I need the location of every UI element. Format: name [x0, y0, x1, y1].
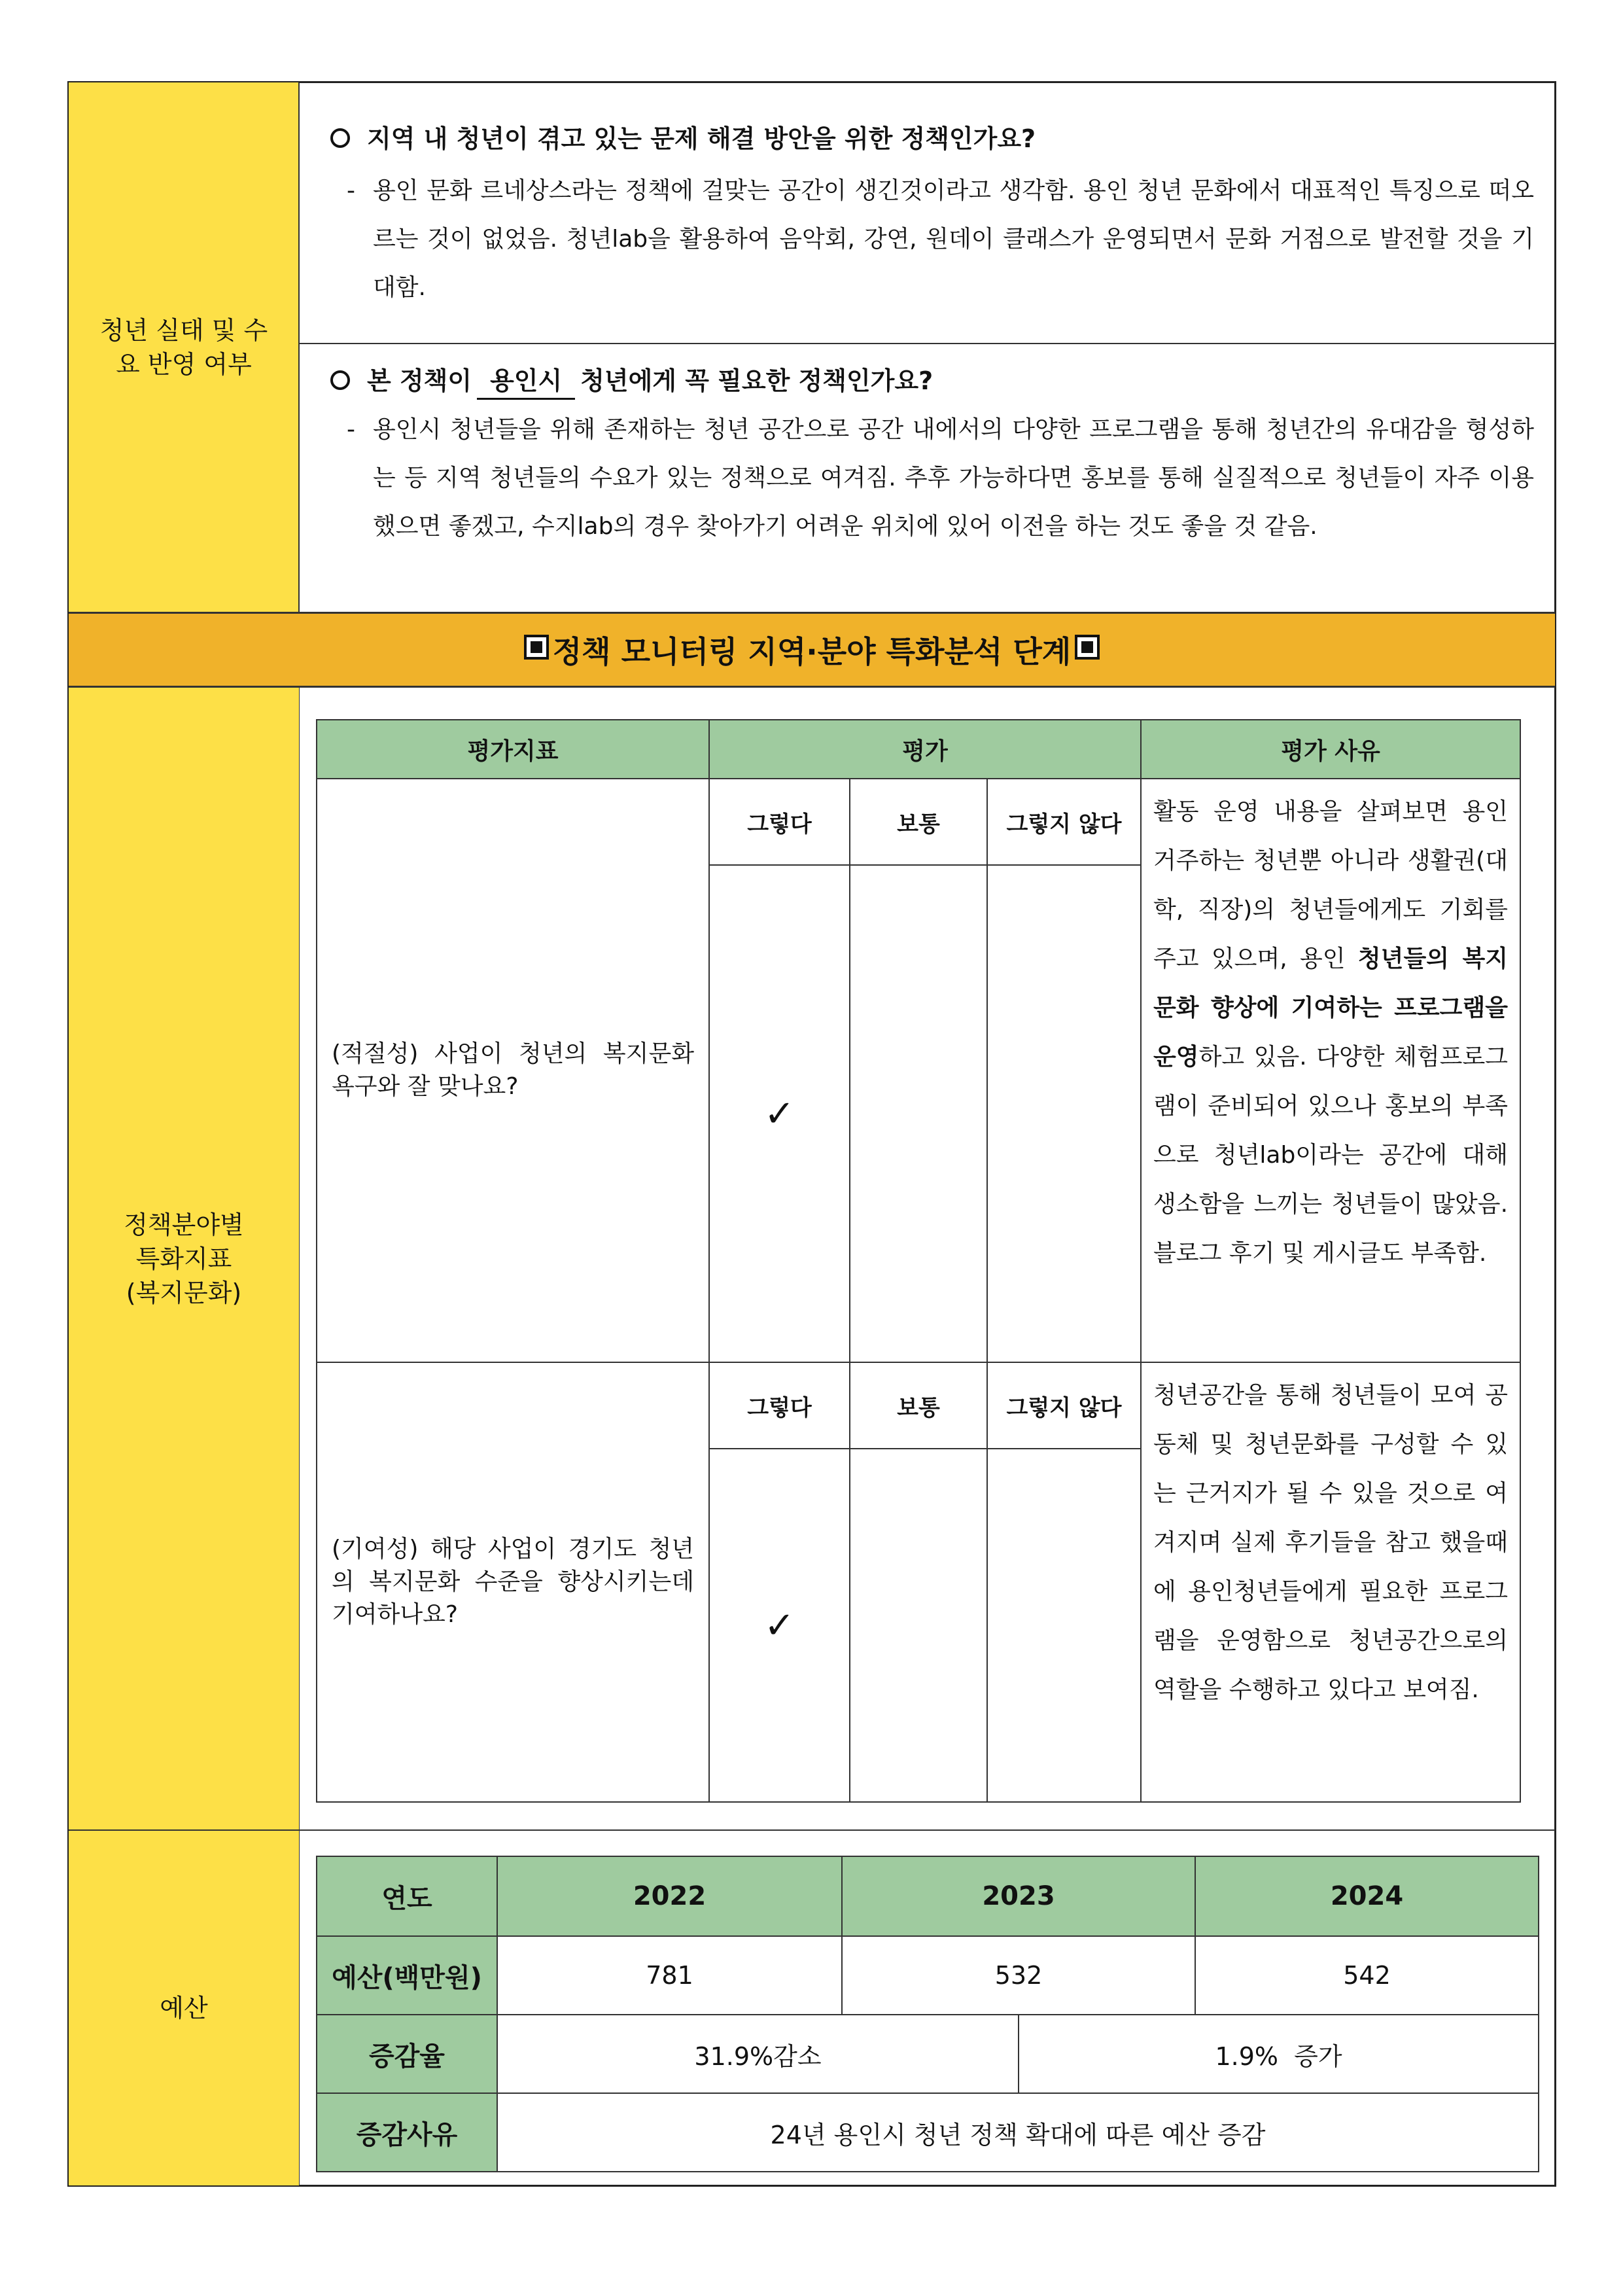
- section1-label-cell: [69, 82, 299, 612]
- question-1: [330, 122, 1508, 156]
- empty-cell: [850, 1449, 987, 1802]
- checkmark-icon: ✓: [709, 1449, 850, 1802]
- reason-1-a: 활동 운영 내용을 살펴보면 용인 거주하는 청년뿐 아니라 생활권(대학, 직장)의 청년들에게도 기회를 주고 있으며, 용인: [1153, 798, 1509, 972]
- section2-label-line3: (복지문화): [126, 1278, 242, 1307]
- budget-change-reason: 24년 용인시 청년 정책 확대에 따른 예산 증감: [497, 2093, 1539, 2172]
- reason-2: [1141, 1362, 1520, 1802]
- year-2022: 2022: [497, 1856, 842, 1936]
- criterion-2: (기여성) 해당 사업이 경기도 청년의 복지문화 수준을 향상시키는데 기여하나요?: [317, 1362, 709, 1802]
- section2-label-line2: 특화지표: [135, 1244, 232, 1273]
- year-2024: 2024: [1195, 1856, 1539, 1936]
- year-2023: 2023: [842, 1856, 1195, 1936]
- checkmark-icon: ✓: [709, 865, 850, 1362]
- answer-1: [347, 167, 1534, 312]
- option-no: 그렇지 않다: [987, 1362, 1141, 1449]
- banner-title: 정책 모니터링 지역·분야 특화분석 단계: [552, 634, 1072, 669]
- header-indicator: 평가지표: [317, 720, 709, 779]
- filled-square-icon: [524, 635, 549, 660]
- option-yes: 그렇다: [709, 779, 850, 865]
- section1-label: 청년 실태 및 수요 반영 여부: [99, 316, 268, 379]
- header-reason: 평가 사유: [1141, 720, 1520, 779]
- section3-label: 예산: [160, 1994, 208, 2022]
- budget-table: [316, 1856, 1539, 2172]
- circle-bullet-icon: [330, 128, 350, 148]
- dash-bullet: -: [347, 177, 355, 204]
- budget-2022: 781: [497, 1936, 842, 2015]
- question-2-prefix: 본 정책이: [367, 366, 472, 395]
- budget-row-label: 예산(백만원): [317, 1936, 497, 2015]
- option-yes: 그렇다: [709, 1362, 850, 1449]
- budget-2023: 532: [842, 1936, 1195, 2015]
- rate-2023: 31.9%감소: [497, 2015, 1019, 2093]
- filled-square-icon: [1075, 635, 1100, 660]
- evaluation-table: [316, 719, 1521, 1803]
- header-evaluation: 평가: [709, 720, 1141, 779]
- answer-2-text: 용인시 청년들을 위해 존재하는 청년 공간으로 공간 내에서의 다양한 프로그램을 통해 청년간의 유대감을 형성하는 등 지역 청년들의 수요가 있는 정책으로 여겨짐. 추후 가능하다면 홍보를 통해 실질적으로 청년들이 자주 이용했으면 좋겠고, 수지lab의 경우 찾아가기 어려운 위치에 있어 이전을 하는 것도 좋을 것 같음.: [373, 416, 1534, 540]
- reason-2-a: 청년공간을 통해 청년들이 모여 공동체 및 청년문화를 구성할 수 있는 근거지가 될 수 있을 것으로 여겨지며 실제 후기들을 참고 했을때에 용인청년들에게 필요한 프로그램을 운영함으로 청년공간으로의 역할을 수행하고 있다고 보여짐.: [1153, 1382, 1509, 1703]
- section2-label-cell: [69, 688, 299, 1829]
- criterion-1: (적절성) 사업이 청년의 복지문화 욕구와 잘 맞나요?: [317, 779, 709, 1362]
- section3-label-cell: [69, 1831, 299, 2185]
- empty-cell: [987, 1449, 1141, 1802]
- answer-1-text: 용인 문화 르네상스라는 정책에 걸맞는 공간이 생긴것이라고 생각함. 용인 청년 문화에서 대표적인 특징으로 떠오르는 것이 없었음. 청년lab을 활용하여 음악회, 강연, 원데이 클래스가 운영되면서 문화 거점으로 발전할 것을 기대함.: [373, 177, 1534, 301]
- question-2: [330, 364, 1508, 400]
- empty-cell: [987, 865, 1141, 1362]
- rate-row-label: 증감율: [317, 2015, 497, 2093]
- option-no: 그렇지 않다: [987, 779, 1141, 865]
- option-neutral: 보통: [850, 1362, 987, 1449]
- budget-header-year: 연도: [317, 1856, 497, 1936]
- question-1-text: 지역 내 청년이 겪고 있는 문제 해결 방안을 위한 정책인가요?: [367, 124, 1036, 153]
- circle-bullet-icon: [330, 370, 350, 390]
- reason-1-bold: 청년들의 복지문화 향상에 기여하는 프로그램을 운영: [1153, 945, 1509, 1070]
- dash-bullet: -: [347, 416, 355, 443]
- question-2-suffix: 청년에게 꼭 필요한 정책인가요?: [580, 366, 934, 395]
- reason-1-b: 하고 있음. 다양한 체험프로그램이 준비되어 있으나 홍보의 부족으로 청년lab이라는 공간에 대해 생소함을 느끼는 청년들이 많았음. 블로그 후기 및 게시글도 부족함.: [1153, 1044, 1509, 1267]
- reason-row-label: 증감사유: [317, 2093, 497, 2172]
- empty-cell: [850, 865, 987, 1362]
- section2-label-line1: 정책분야별: [124, 1210, 244, 1239]
- budget-2024: 542: [1195, 1936, 1539, 2015]
- reason-1: [1141, 779, 1520, 1362]
- option-neutral: 보통: [850, 779, 987, 865]
- question-2-blank: 용인시: [477, 364, 575, 400]
- answer-2: [347, 406, 1534, 551]
- rate-2024: 1.9% 증가: [1019, 2015, 1539, 2093]
- stage-banner: [69, 614, 1555, 686]
